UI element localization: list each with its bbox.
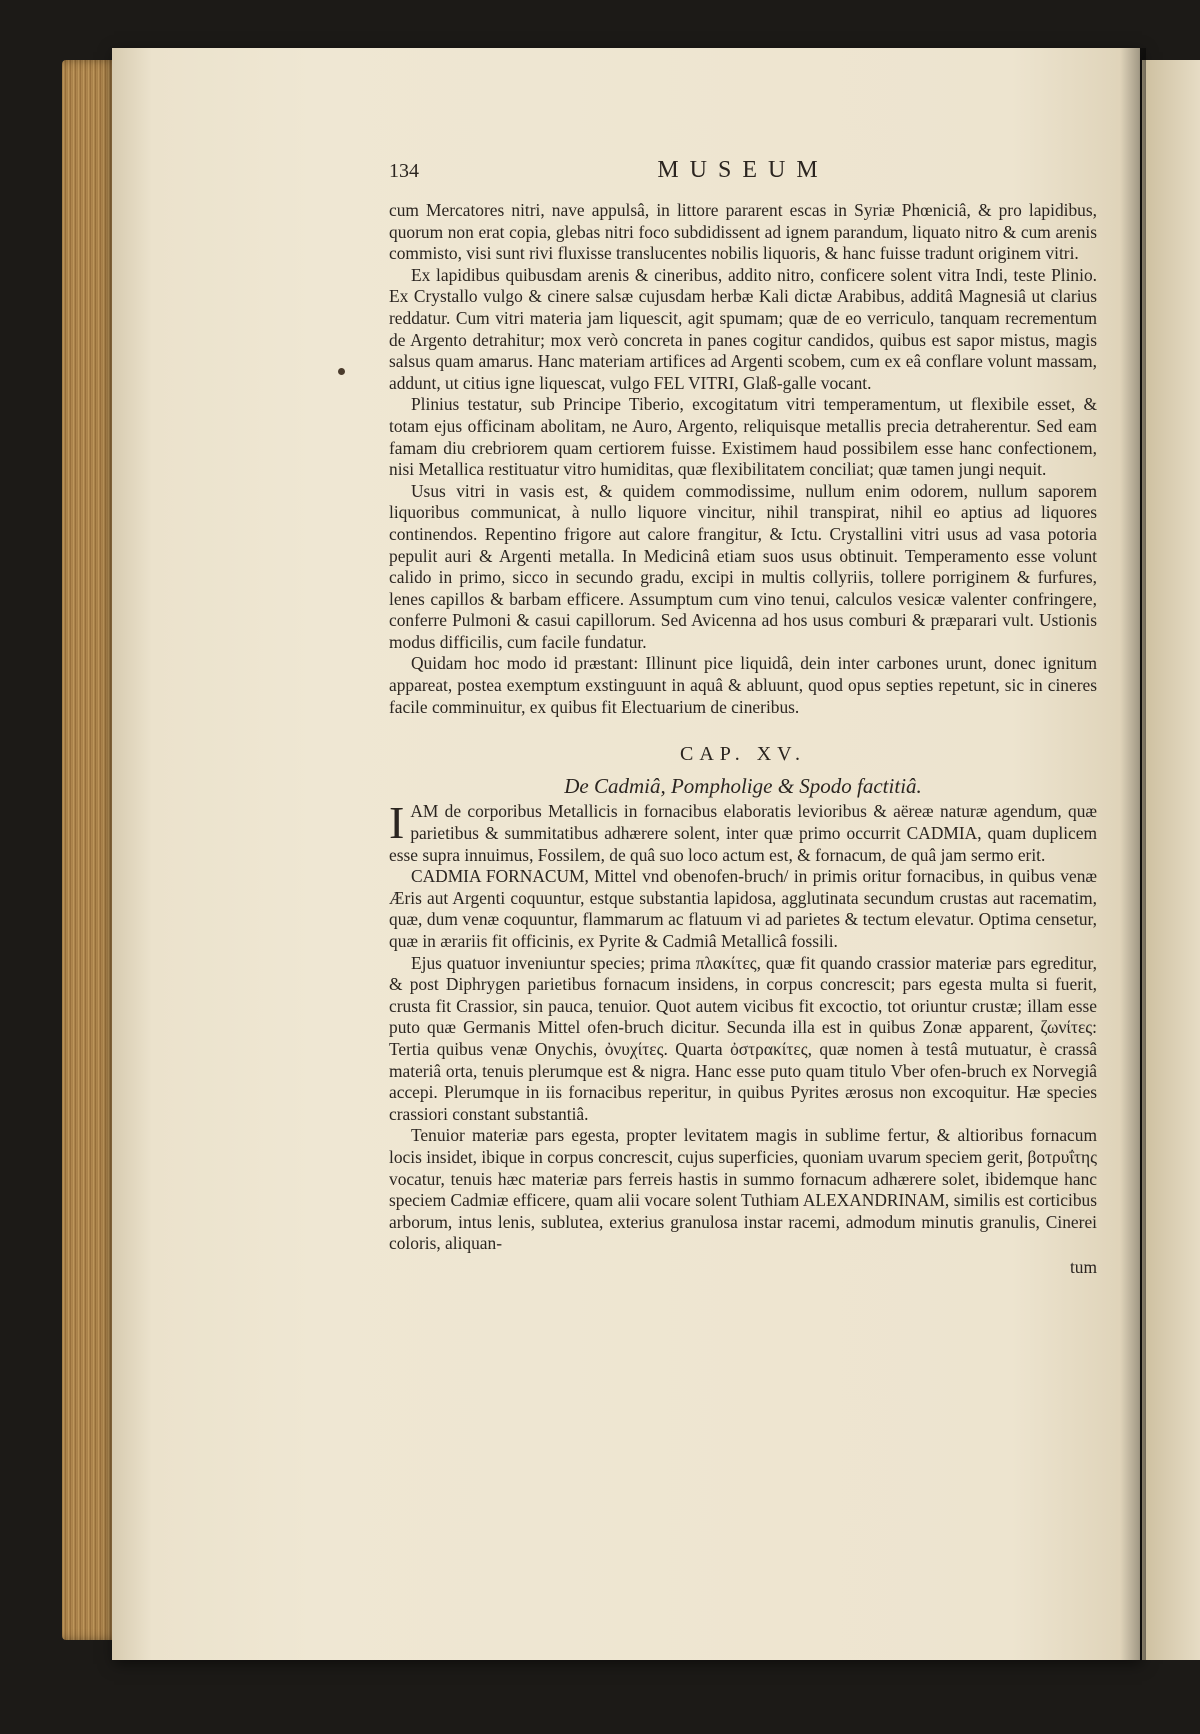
catchword: tum [1069,1256,1097,1277]
running-head: MUSEUM [657,157,829,183]
paragraph-1: cum Mercatores nitri, nave appulsâ, in littore pararent escas in Syriæ Phœniciâ, & pro lapidibus, quorum non erat copia, glebas nitri foco subdidissent ad ignem parandum, liquato nitro & cum arenis commisto, visi sunt rivi fluxisse translucentes nobilis liquoris, & hanc fuisse tradunt originem vitri. [389,200,1097,264]
paragraph-5: Quidam hoc modo id præstant: Illinunt pice liquidâ, dein inter carbones urunt, donec ignitum appareat, postea exemptum exstinguunt in aquâ & abluunt, quod opus septies repetunt, sic in cineres facile comminuitur, ex quibus fit Electuarium de cineribus. [389,653,1097,717]
chapter-paragraph-1 [389,797,1097,866]
chapter-paragraph-2: CADMIA FORNACUM, Mittel vnd obenofen-bruch/ in primis oritur fornacibus, in quibus venæ Æris aut Argenti coquuntur, estque substantia lapidosa, agglutinata secundum crustas aut racematim, quæ, dum venæ coquuntur, flammarum ac flatuum vi ad parietes & tectum elevatur. Optima censetur, quæ in ærariis fit officinis, ex Pyrite & Cadmiâ Metallicâ fossili. [389,866,1097,951]
paragraph-4: Usus vitri in vasis est, & quidem commodissime, nullum enim odorem, nullum saporem liquoribus communicat, à nullo liquore vincitur, nihil transpirat, nihil eo aptius ad liquores continendos. Repentino frigore aut calore frangitur, & Ictu. Crystallini vitri usus ad vasa potoria pepulit auri & Argenti metalla. In Medicinâ etiam suos usus obtinuit. Temperamento esse volunt calido in primo, sicco in secundo gradu, excipi in multis collyriis, tollere porriginem & furfures, lenes capillos & barbam efficere. Assumptum cum vino tenui, calculos vesicæ valenter confringere, conferre Pulmoni & casui capillorum. Sed Avicenna ad hos usus comburi & præparari vult. Ustionis modus difficilis, cum facile fundatur. [389,480,1097,652]
page-number: 134 [389,160,419,182]
drop-cap-initial: I [389,797,405,849]
chapter-paragraph-4: Tenuior materiæ pars egesta, propter levitatem magis in sublime fertur, & altioribus fornacum locis insidet, ibique in corpus concrescit, cujus superficies, quoniam uvarum speciem gerit, βοτρυΐτης vocatur, tenuis hæc materiæ pars ferreis hastis in summo fornacum adhærere solet, ibidemque hanc speciem Cadmiæ efficere, quam alii vocare solent Tuthiam ALEXANDRINAM, similis est corticibus arborum, intus lenis, sublutea, exterius granulosa instar racemi, admodum minutis granulis, Cinerei coloris, aliquan- [389,1125,1097,1254]
chapter-heading: CAP. XV. [680,743,806,766]
chapter-paragraph-1-text: AM de corporibus Metallicis in fornacibus elaboratis levioribus & aëreæ naturæ agendum, quæ parietibus & summitatibus adhærere solent, inter quæ primo occurrit CADMIA, quam duplicem esse supra innuimus, Fossilem, de quâ suo loco actum est, & fornacum, de quâ jam sermo erit. [389,801,1097,865]
paragraph-3: Plinius testatur, sub Principe Tiberio, excogitatum vitri temperamentum, ut flexibile esset, & totam ejus officinam abolitam, ne Auro, Argento, reliquisque metallis precia detraherentur. Sed eam famam diu crebriorem quam certiorem fuisse. Existimem haud possibilem esse hanc confectionem, nisi Metallica restituatur vitro humiditas, quæ flexibilitatem conciliat; quæ tamen jungi nequit. [389,394,1097,480]
gutter-shadow [1120,48,1146,1660]
margin-ink-dot [338,368,345,375]
page-text [389,157,1097,1279]
page-header [389,157,1097,200]
facing-page-edge [1142,60,1200,1660]
paragraph-2: Ex lapidibus quibusdam arenis & cineribus, addito nitro, conficere solent vitra Indi, teste Plinio. Ex Crystallo vulgo & cinere salsæ cujusdam herbæ Kali dictæ Arabibus, additâ Magnesiâ ut clarius reddatur. Cum vitri materia jam liquescit, agit spumam; quæ de eo verriculo, tanquam recrementum de Argento detrahitur; mox verò concreta in panes cogitur candidos, quibus est sapor mistus, magis salsus quam amarus. Hanc materiam artifices ad Argenti scobem, cum ex eâ conflare volunt massam, addunt, ut citius igne liquescat, vulgo FEL VITRI, Glaß-galle vocant. [389,264,1097,393]
chapter-title: De Cadmiâ, Pompholige & Spodo factitiâ. [564,773,922,798]
chapter-paragraph-3: Ejus quatuor inveniuntur species; prima πλακίτες, quæ fit quando crassior materiæ pars egreditur, & post Diphrygen parietibus fornacum insidens, in corpus concrescit; pars egesta multa si fuerit, crusta fit Crassior, sin pauca, tenuior. Quot autem vicibus fit excoctio, tot oriuntur crustæ; illam esse puto quæ Germanis Mittel ofen-bruch dicitur. Secunda illa est in quibus Zonæ apparent, ζωνίτες: Tertia quibus venæ Onychis, ὀνυχίτες. Quarta ὀστρακίτες, quæ nomen à testâ mutuatur, è crassâ materiâ orta, tenuis plerumque est & nigra. Hanc esse puto quam titulo Vber ofen-bruch ex Norvegiâ accepi. Plerumque in iis fornacibus reperitur, in quibus Pyrites ærosus non excoquitur. Hæ species crassiori constant substantiâ. [389,952,1097,1124]
